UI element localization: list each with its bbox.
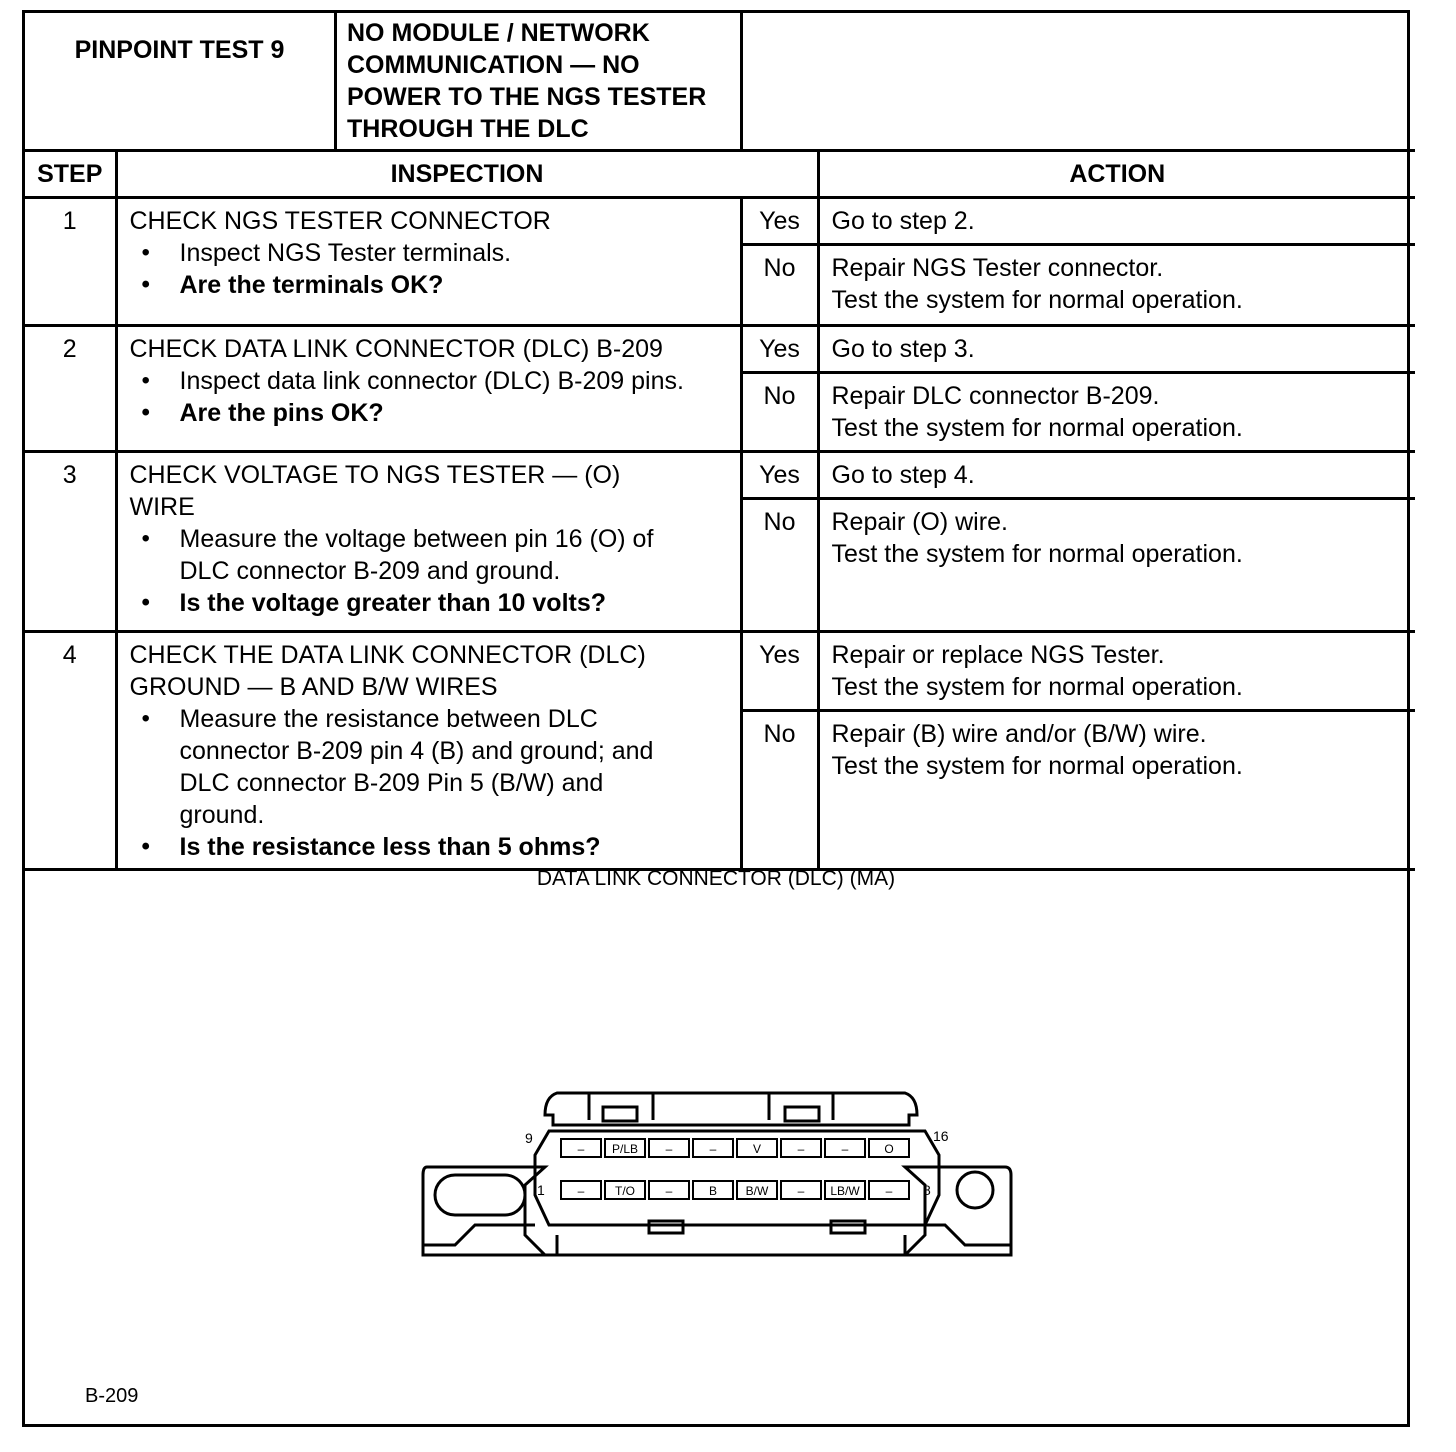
top-row-pin-label: O — [884, 1142, 894, 1156]
bottom-row-pin-label: B/W — [745, 1184, 769, 1198]
connector-top-bar — [545, 1093, 917, 1125]
test-title: NO MODULE / NETWORK COMMUNICATION — NO POWER TO THE NGS TESTER THROUGH THE DLC — [334, 13, 740, 149]
action-line: Go to step 3. — [831, 335, 975, 363]
step-inspection — [116, 198, 741, 326]
yes-action — [818, 326, 1415, 373]
step-row — [25, 326, 1415, 373]
column-header-row — [25, 151, 1415, 198]
action-column-header: ACTION — [818, 151, 1415, 198]
step-number: 1 — [25, 198, 116, 326]
step-question: • Are the pins OK? — [130, 397, 730, 429]
diagram-title: DATA LINK CONNECTOR (DLC) (MA) — [536, 867, 896, 890]
step-number: 4 — [25, 632, 116, 870]
step-question: • Is the resistance less than 5 ohms? — [130, 831, 730, 863]
action-line: Repair (O) wire. — [831, 508, 1008, 536]
no-label: No — [741, 373, 818, 452]
step-heading: CHECK NGS TESTER CONNECTOR — [129, 207, 551, 235]
step-heading: CHECK THE DATA LINK CONNECTOR (DLC) GROUND — B AND B/W WIRES — [129, 641, 646, 701]
pinpoint-table — [25, 13, 1415, 871]
action-line: Test the system for normal operation. — [831, 673, 1243, 701]
action-line: Repair or replace NGS Tester. — [831, 641, 1165, 669]
step-bullet: • Inspect data link connector (DLC) B-209 pins. — [130, 365, 730, 397]
pin-number-8: 8 — [923, 1182, 931, 1198]
top-row-pin-label: – — [797, 1142, 805, 1156]
left-mount-hole — [435, 1175, 525, 1215]
action-line: Repair DLC connector B-209. — [831, 382, 1160, 410]
top-row-pin-label: – — [577, 1142, 585, 1156]
action-line: Test the system for normal operation. — [831, 414, 1243, 442]
step-heading: CHECK DATA LINK CONNECTOR (DLC) B-209 — [129, 335, 663, 363]
action-line: Repair NGS Tester connector. — [831, 254, 1164, 282]
no-label: No — [741, 711, 818, 870]
step-number: 2 — [25, 326, 116, 452]
action-line: Go to step 4. — [831, 461, 975, 489]
action-line: Test the system for normal operation. — [831, 286, 1243, 314]
yes-action — [818, 452, 1415, 499]
bottom-row-pin-label: – — [885, 1184, 893, 1198]
step-bullet: • Measure the voltage between pin 16 (O) of DLC connector B-209 and ground. — [130, 523, 730, 587]
step-inspection — [116, 326, 741, 452]
top-pin-row — [561, 1139, 909, 1157]
action-line: Test the system for normal operation. — [831, 540, 1243, 568]
step-column-header: STEP — [25, 151, 116, 198]
pinpoint-test-sheet — [22, 10, 1410, 1427]
test-label: PINPOINT TEST 9 — [74, 36, 285, 64]
top-row-pin-label: P/LB — [611, 1142, 639, 1156]
no-action — [818, 245, 1415, 326]
no-action — [818, 499, 1415, 632]
inspection-column-header: INSPECTION — [116, 151, 818, 198]
step-number: 3 — [25, 452, 116, 632]
step-row — [25, 452, 1415, 499]
action-line: Test the system for normal operation. — [831, 752, 1243, 780]
header-row — [25, 13, 1415, 151]
bottom-pin-row — [561, 1181, 909, 1199]
bottom-row-pin-label: – — [797, 1184, 805, 1198]
action-line: Repair (B) wire and/or (B/W) wire. — [831, 720, 1207, 748]
pin-number-9: 9 — [525, 1130, 533, 1146]
no-label: No — [741, 499, 818, 632]
step-inspection — [116, 452, 741, 632]
top-row-pin-label: – — [841, 1142, 849, 1156]
step-row — [25, 632, 1415, 711]
no-action — [818, 373, 1415, 452]
action-line: Go to step 2. — [831, 207, 975, 235]
test-number-cell — [25, 13, 741, 151]
top-row-pin-label: V — [752, 1142, 762, 1156]
bottom-row-pin-label: – — [577, 1184, 585, 1198]
yes-label: Yes — [741, 452, 818, 499]
step-question: • Is the voltage greater than 10 volts? — [130, 587, 730, 619]
step-bullet: • Measure the resistance between DLC connector B-209 pin 4 (B) and ground; and DLC connector B-209 Pin 5 (B/W) and ground. — [130, 703, 730, 831]
bottom-row-pin-label: T/O — [615, 1184, 635, 1198]
top-row-pin-label: – — [709, 1142, 717, 1156]
bottom-row-pin-label: LB/W — [830, 1184, 860, 1198]
step-bullet: • Inspect NGS Tester terminals. — [130, 237, 730, 269]
right-mount-hole — [957, 1172, 993, 1208]
dlc-connector-diagram — [25, 815, 1407, 1375]
bottom-row-pin-label: – — [665, 1184, 673, 1198]
step-heading: CHECK VOLTAGE TO NGS TESTER — (O) WIRE — [129, 461, 621, 521]
yes-label: Yes — [741, 632, 818, 711]
step-row — [25, 198, 1415, 245]
pin-number-1: 1 — [537, 1182, 545, 1198]
step-question: • Are the terminals OK? — [130, 269, 730, 301]
figure-reference: B-209 — [85, 1385, 139, 1407]
top-row-pin-label: – — [665, 1142, 673, 1156]
yes-action — [818, 632, 1415, 711]
bottom-row-pin-label: B — [708, 1184, 718, 1198]
pin-number-16: 16 — [933, 1128, 949, 1144]
yes-label: Yes — [741, 198, 818, 245]
yes-action — [818, 198, 1415, 245]
no-label: No — [741, 245, 818, 326]
yes-label: Yes — [741, 326, 818, 373]
diagram-area — [25, 815, 1407, 1424]
